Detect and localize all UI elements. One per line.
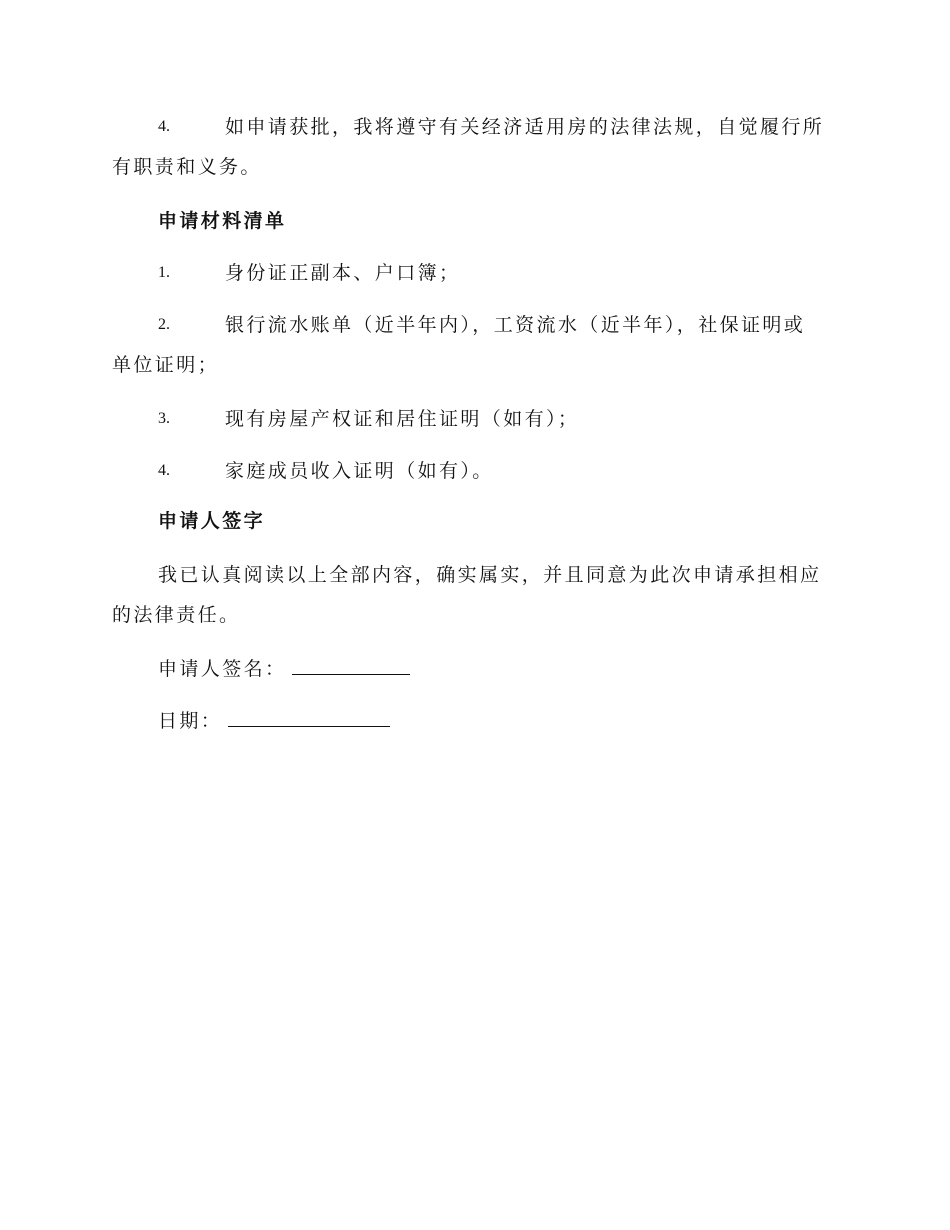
list-item-text: 身份证正副本、户口簿； [225, 262, 461, 284]
list-item-number: 3. [158, 410, 170, 427]
list-item-text: 银行流水账单（近半年内），工资流水（近半年），社保证明或 [225, 314, 806, 336]
declaration-line-1: 我已认真阅读以上全部内容，确实属实，并且同意为此次申请承担相应 [158, 564, 822, 586]
list-item-number: 1. [158, 264, 170, 281]
signature-field[interactable] [158, 654, 410, 684]
date-blank-line[interactable] [228, 706, 390, 727]
section-heading-materials: 申请材料清单 [158, 210, 287, 232]
list-item-number: 4. [158, 118, 170, 135]
list-item [112, 258, 832, 288]
list-item [112, 404, 832, 434]
signature-label: 申请人签名： [158, 658, 287, 680]
list-item [112, 456, 832, 486]
list-item-text-continued: 有职责和义务。 [112, 156, 262, 178]
list-item-text-continued: 单位证明； [112, 354, 220, 376]
list-item-number: 2. [158, 316, 170, 333]
signature-blank-line[interactable] [292, 654, 410, 675]
declaration-line-2: 的法律责任。 [112, 604, 241, 626]
list-item [112, 112, 832, 178]
section-heading-signature: 申请人签字 [158, 510, 266, 532]
list-item-text: 家庭成员收入证明（如有）。 [225, 460, 494, 482]
list-item-text: 现有房屋产权证和居住证明（如有）； [225, 408, 580, 430]
list-item-number: 4. [158, 462, 170, 479]
list-item-text: 如申请获批，我将遵守有关经济适用房的法律法规，自觉履行所 [225, 116, 825, 138]
date-field[interactable] [158, 706, 390, 736]
list-item [112, 310, 832, 376]
date-label: 日期： [158, 710, 223, 732]
